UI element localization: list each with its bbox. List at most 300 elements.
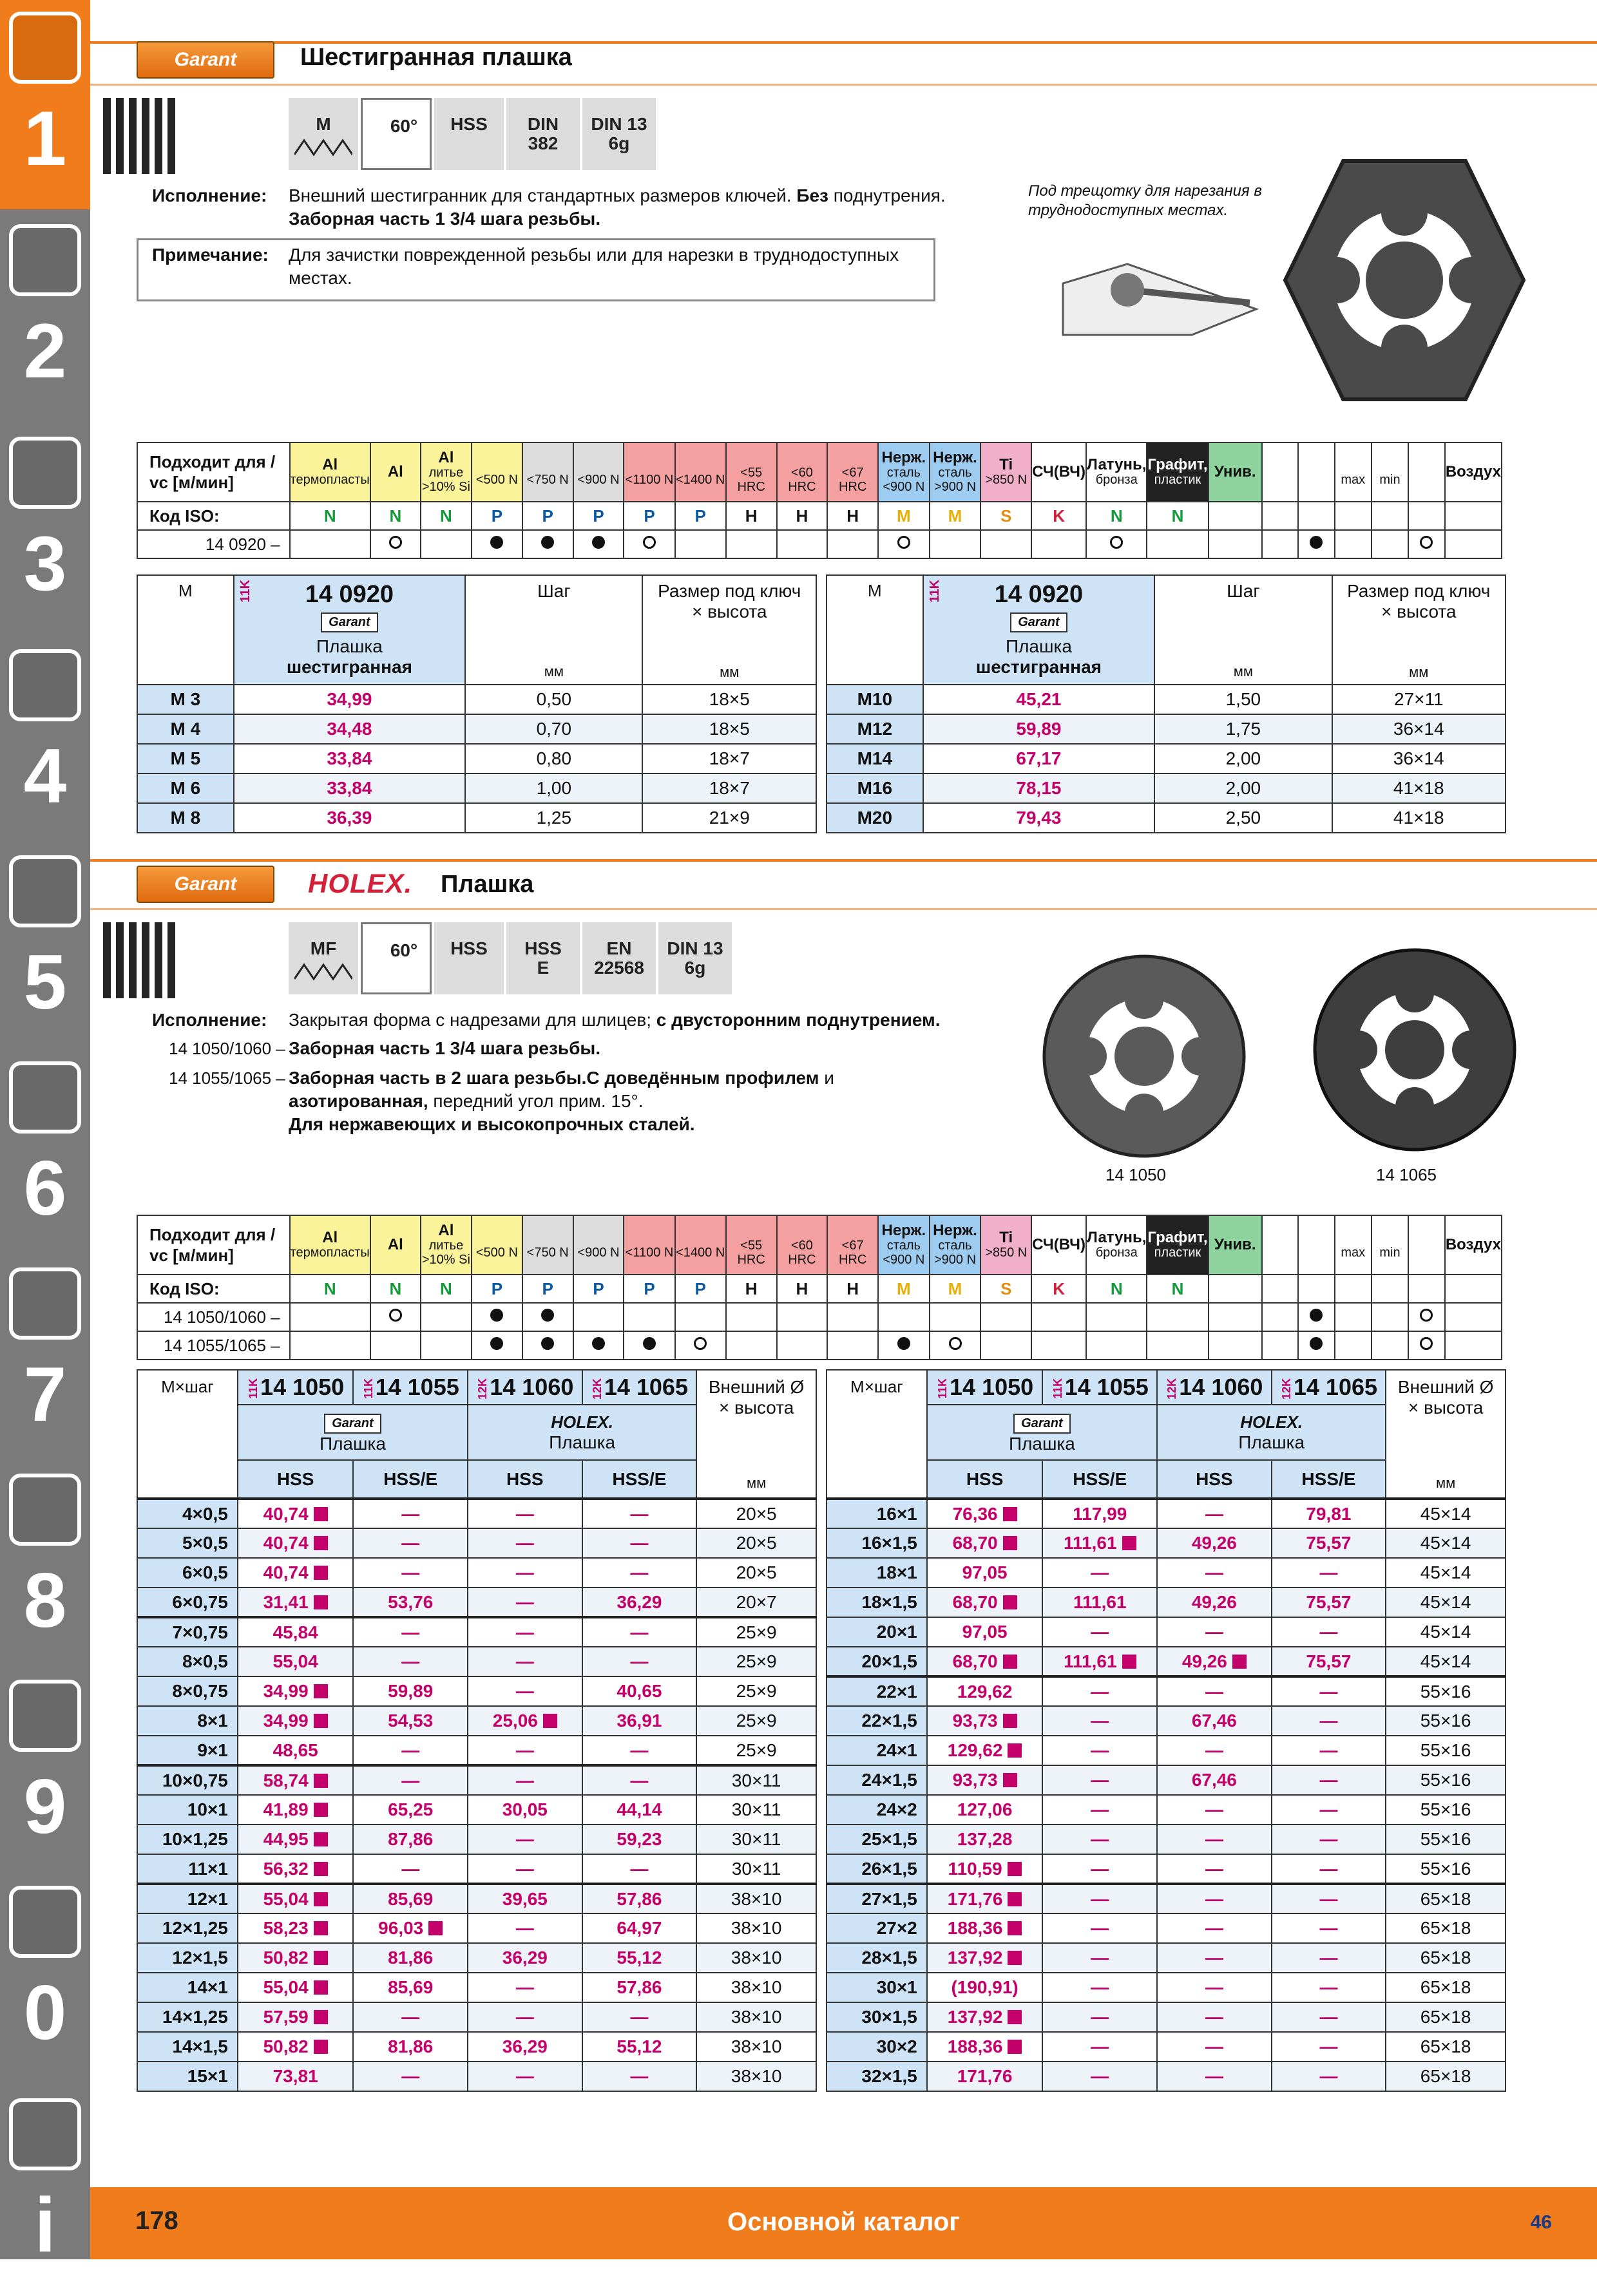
ratchet-illustration <box>1044 238 1276 367</box>
note-text-2: местах. <box>289 268 352 288</box>
qr-code-icon-2[interactable] <box>103 922 179 998</box>
thread-row: 6×0,5 40,74 — — — 20×5 <box>137 1558 816 1588</box>
thread-row: 24×1,5 93,73 — 67,46 — 55×16 <box>827 1765 1506 1795</box>
material-table-2 <box>137 1215 1502 1360</box>
thread-row: 8×0,5 55,04 — — — 25×9 <box>137 1647 816 1676</box>
hsse-col-2: HSS/E <box>582 1460 697 1499</box>
s2-ispolnenie-label: Исполнение: <box>152 1010 267 1030</box>
iso-code: P <box>472 1275 522 1303</box>
suitability-mark <box>827 530 878 558</box>
hex-die-photo <box>1282 155 1527 406</box>
iso-code: N <box>1147 1275 1208 1303</box>
garant-brand-cell: Garant Плашка <box>238 1405 468 1460</box>
col-mxs: M×шаг <box>827 1370 927 1499</box>
iso-code <box>1445 1275 1502 1303</box>
hss-col-2: HSS <box>468 1460 582 1499</box>
chapter-tab-5[interactable] <box>0 844 90 1053</box>
thread-row: 12×1,25 58,23 96,03 — 64,97 38×10 <box>137 1913 816 1943</box>
material-col-17: Унив. <box>1209 442 1262 502</box>
chapter-tab-6[interactable] <box>0 1050 90 1259</box>
section-2-top-line <box>90 859 1597 862</box>
thread-row: 8×1 34,99 54,53 25,06 36,91 25×9 <box>137 1706 816 1736</box>
ispolnenie-label: Исполнение: <box>152 185 267 205</box>
chapter-tab-i[interactable] <box>0 2087 90 2296</box>
s2-l1-text: Заборная часть 1 3/4 шага резьбы. <box>289 1038 601 1058</box>
price-table-2-right <box>826 1369 1506 2092</box>
suitability-mark <box>290 530 370 558</box>
note-label: Примечание: <box>152 245 269 265</box>
suitability-mark <box>370 1331 421 1360</box>
chapter-2-icon <box>9 224 81 296</box>
suitability-mark <box>1262 1303 1298 1331</box>
material-col-12: Нерж. сталь >900 N <box>930 442 981 502</box>
thread-profile-icon <box>294 138 352 157</box>
material-col-3: <500 N <box>472 442 522 502</box>
chapter-4-icon <box>9 649 81 721</box>
iso-code: H <box>777 1275 828 1303</box>
price-row: M20 79,43 2,50 41×18 <box>827 803 1506 833</box>
round-die-photo-1 <box>1041 953 1247 1159</box>
iso-code: N <box>421 502 472 530</box>
suitability-mark <box>1445 1303 1502 1331</box>
chapter-number: 1 <box>23 95 67 182</box>
suitability-mark <box>1209 1303 1262 1331</box>
chapter-tab-1[interactable] <box>0 0 90 209</box>
suitability-mark <box>1262 530 1298 558</box>
suitability-mark <box>370 530 421 558</box>
desc-1: Плашка <box>316 636 383 656</box>
suitability-mark <box>827 1331 878 1360</box>
material-col-2: Al литье >10% Si <box>421 442 472 502</box>
material-col-6: <1100 N <box>624 1215 674 1275</box>
suitability-mark <box>827 1303 878 1331</box>
material-col-0: Al термопласты <box>290 1215 370 1275</box>
price-row: M 6 33,84 1,00 18×7 <box>137 773 816 803</box>
qr-code-icon[interactable] <box>103 98 179 174</box>
price-table-1-left <box>137 574 817 833</box>
iso-code <box>1335 1275 1372 1303</box>
iso-code <box>1372 502 1408 530</box>
s2-ispolnenie-text: Закрытая форма с надрезами для шлицев; с двусторонним поднутрением. <box>289 1010 941 1030</box>
article-number: 14 0920 <box>305 581 394 608</box>
iso-code: H <box>726 502 777 530</box>
chapter-i-icon <box>9 2098 81 2170</box>
thread-row: 10×0,75 58,74 — — — 30×11 <box>137 1765 816 1795</box>
suitability-mark <box>290 1331 370 1360</box>
suitability-mark <box>675 530 726 558</box>
photo-caption-1050: 14 1050 <box>1105 1165 1166 1184</box>
en22568-badge: EN 22568 <box>582 922 656 994</box>
material-col-18 <box>1262 442 1298 502</box>
hss-badge: HSS <box>434 98 504 170</box>
chapter-tab-7[interactable] <box>0 1256 90 1465</box>
thread-row: 24×1 129,62 — — — 55×16 <box>827 1736 1506 1765</box>
chapter-number: 3 <box>23 520 67 607</box>
chapter-tab-8[interactable] <box>0 1462 90 1671</box>
iso-label: Код ISO: <box>137 1275 290 1303</box>
din382-badge: DIN 382 <box>506 98 580 170</box>
photo-caption-1: Под трещотку для нарезания в <box>1028 182 1262 200</box>
iso-code: H <box>827 502 878 530</box>
suitability-mark <box>777 530 828 558</box>
iso-code <box>1408 1275 1445 1303</box>
material-col-23: Воздух <box>1445 1215 1502 1275</box>
article-number: 14 0920 <box>994 581 1084 608</box>
suitability-mark <box>573 1331 624 1360</box>
suitability-mark <box>522 530 573 558</box>
thread-row: 26×1,5 110,59 — — — 55×16 <box>827 1854 1506 1884</box>
suitability-mark <box>930 1303 981 1331</box>
s2-l3-text: азотированная, передний угол прим. 15°. <box>289 1091 644 1111</box>
din13-badge: DIN 13 6g <box>658 922 732 994</box>
material-col-3: <500 N <box>472 1215 522 1275</box>
suitability-mark <box>1408 1303 1445 1331</box>
thread-row: 24×2 127,06 — — — 55×16 <box>827 1795 1506 1825</box>
thread-row: 18×1 97,05 — — — 45×14 <box>827 1558 1506 1588</box>
ispolnenie-text: Внешний шестигранник для стандартных размеров ключей. Без поднутрения. <box>289 185 946 205</box>
material-col-20: max <box>1335 1215 1372 1275</box>
chapter-number: 7 <box>23 1351 67 1437</box>
material-col-20: max <box>1335 442 1372 502</box>
section-1-title: Шестигранная плашка <box>300 44 572 71</box>
iso-code: H <box>827 1275 878 1303</box>
iso-code: N <box>290 502 370 530</box>
hsse-col: HSS/E <box>353 1460 468 1499</box>
holex-brand-cell: HOLEX. Плашка <box>1157 1405 1386 1460</box>
material-col-19 <box>1298 1215 1335 1275</box>
iso-code <box>1262 502 1298 530</box>
mat-row-label: 14 1055/1065 – <box>137 1331 290 1360</box>
chapter-number: 2 <box>23 308 67 394</box>
chapter-9-icon <box>9 1680 81 1752</box>
mat-row-label: 14 0920 – <box>137 530 290 558</box>
col-step: Шаг мм <box>465 575 642 685</box>
article-header <box>234 575 466 685</box>
col-outer: Внешний Ø × высота мм <box>1386 1370 1506 1499</box>
iso-code: M <box>878 1275 930 1303</box>
iso-code: M <box>878 502 930 530</box>
thread-row: 11×1 56,32 — — — 30×11 <box>137 1854 816 1884</box>
suitability-mark <box>1298 530 1335 558</box>
material-col-13: Ti >850 N <box>980 442 1031 502</box>
chapter-tab-9[interactable] <box>0 1668 90 1877</box>
iso-code <box>1298 502 1335 530</box>
iso-code: P <box>624 502 674 530</box>
price-row: M12 59,89 1,75 36×14 <box>827 714 1506 744</box>
suitability-mark <box>1209 1331 1262 1360</box>
thread-row: 30×1,5 137,92 — — — 65×18 <box>827 2002 1506 2032</box>
chapter-number: i <box>34 2182 56 2268</box>
page-number: 178 <box>135 2206 178 2235</box>
material-col-7: <1400 N <box>675 1215 726 1275</box>
angle-60-badge: 60° <box>361 922 432 994</box>
thread-row: 30×1 (190,91) — — — 65×18 <box>827 1973 1506 2002</box>
material-col-21: min <box>1372 442 1408 502</box>
article-1050: 11K14 1050 <box>927 1370 1043 1405</box>
suitability-mark <box>421 530 472 558</box>
s2-l1-code: 14 1050/1060 – <box>169 1039 285 1058</box>
iso-code: P <box>573 1275 624 1303</box>
chapter-number: 8 <box>23 1557 67 1644</box>
article-1065: 12K14 1065 <box>1272 1370 1386 1405</box>
material-table-1 <box>137 442 1502 559</box>
chapter-tab-3[interactable] <box>0 425 90 634</box>
iso-code: P <box>675 1275 726 1303</box>
thread-row: 10×1 41,89 65,25 30,05 44,14 30×11 <box>137 1795 816 1825</box>
thread-row: 16×1 76,36 117,99 — 79,81 45×14 <box>827 1499 1506 1528</box>
garant-logo-2: Garant <box>137 866 274 903</box>
s2-l2-code: 14 1055/1065 – <box>169 1068 285 1088</box>
iso-code: N <box>421 1275 472 1303</box>
thread-row: 28×1,5 137,92 — — — 65×18 <box>827 1943 1506 1973</box>
chapter-0-icon <box>9 1886 81 1958</box>
thread-row: 25×1,5 137,28 — — — 55×16 <box>827 1825 1506 1854</box>
suitability-mark <box>624 1303 674 1331</box>
suitability-mark <box>980 530 1031 558</box>
iso-code: M <box>930 1275 981 1303</box>
s2-l2-text: Заборная часть в 2 шага резьбы.С доведённым профилем и <box>289 1068 834 1088</box>
thread-row: 8×0,75 34,99 59,89 — 40,65 25×9 <box>137 1676 816 1706</box>
suitability-mark <box>1372 1303 1408 1331</box>
suitability-mark <box>421 1331 472 1360</box>
iso-code: P <box>573 502 624 530</box>
section-1-line <box>90 84 1597 86</box>
col-outer: Внешний Ø × высота мм <box>696 1370 816 1499</box>
material-col-13: Ti >850 N <box>980 1215 1031 1275</box>
material-label: Подходит для / vc [м/мин] <box>137 1215 290 1275</box>
chapter-number: 5 <box>23 939 67 1025</box>
iso-code: N <box>370 502 421 530</box>
material-label: Подходит для / vc [м/мин] <box>137 442 290 502</box>
suitability-mark <box>726 1331 777 1360</box>
suitability-mark <box>290 1303 370 1331</box>
suitability-mark <box>980 1331 1031 1360</box>
hsse-col-2: HSS/E <box>1272 1460 1386 1499</box>
suitability-mark <box>624 1331 674 1360</box>
suitability-mark <box>980 1303 1031 1331</box>
hss-col: HSS <box>927 1460 1043 1499</box>
material-col-0: Al термопласты <box>290 442 370 502</box>
article-1050: 11K14 1050 <box>238 1370 354 1405</box>
iso-code: K <box>1031 1275 1086 1303</box>
chapter-tab-2[interactable] <box>0 213 90 422</box>
suitability-mark <box>1335 1331 1372 1360</box>
suitability-mark <box>472 1331 522 1360</box>
chapter-number: 6 <box>23 1145 67 1231</box>
suitability-mark <box>1262 1331 1298 1360</box>
article-1055: 11K14 1055 <box>1042 1370 1157 1405</box>
price-row: M 8 36,39 1,25 21×9 <box>137 803 816 833</box>
thread-row: 4×0,5 40,74 — — — 20×5 <box>137 1499 816 1528</box>
suitability-mark <box>878 1331 930 1360</box>
iso-code: M <box>930 502 981 530</box>
col-m: M <box>137 575 234 685</box>
ispolnenie-text-2: Заборная часть 1 3/4 шага резьбы. <box>289 209 601 229</box>
note-text-1: Для зачистки поврежденной резьбы или для нарезки в труднодоступных <box>289 245 899 265</box>
price-row: M14 67,17 2,00 36×14 <box>827 744 1506 773</box>
iso-code: H <box>726 1275 777 1303</box>
suitability-mark <box>878 530 930 558</box>
thread-row: 6×0,75 31,41 53,76 — 36,29 20×7 <box>137 1588 816 1617</box>
material-col-7: <1400 N <box>675 442 726 502</box>
suitability-mark <box>1147 1303 1208 1331</box>
thread-row: 5×0,5 40,74 — — — 20×5 <box>137 1528 816 1558</box>
iso-code: S <box>980 1275 1031 1303</box>
thread-row: 7×0,75 45,84 — — — 25×9 <box>137 1617 816 1647</box>
material-col-1: Al <box>370 1215 421 1275</box>
iso-label: Код ISO: <box>137 502 290 530</box>
thread-row: 14×1 55,04 85,69 — 57,86 38×10 <box>137 1973 816 2002</box>
suitability-mark <box>1445 1331 1502 1360</box>
suitability-mark <box>1086 1331 1147 1360</box>
suitability-mark <box>726 1303 777 1331</box>
garant-logo: Garant <box>137 41 274 79</box>
chapter-tab-0[interactable] <box>0 1874 90 2083</box>
price-table-2-left <box>137 1369 817 2092</box>
thread-profile-icon <box>294 962 352 982</box>
page-index: 46 <box>1530 2212 1552 2233</box>
iso-code: N <box>1086 1275 1147 1303</box>
material-col-16: Графит, пластик <box>1147 1215 1208 1275</box>
thread-row: 15×1 73,81 — — — 38×10 <box>137 2062 816 2091</box>
material-col-2: Al литье >10% Si <box>421 1215 472 1275</box>
photo-caption-2: труднодоступных местах. <box>1028 202 1229 219</box>
hsse-col: HSS/E <box>1042 1460 1157 1499</box>
article-tag: 11K <box>238 580 253 603</box>
holex-logo: HOLEX. <box>308 868 413 898</box>
material-col-6: <1100 N <box>624 442 674 502</box>
price-row: M 3 34,99 0,50 18×5 <box>137 685 816 714</box>
iso-code <box>1209 1275 1262 1303</box>
chapter-5-icon <box>9 855 81 927</box>
chapter-3-icon <box>9 437 81 509</box>
round-die-photo-2 <box>1312 947 1518 1153</box>
material-col-8: <55 HRC <box>726 442 777 502</box>
garant-brand-cell: Garant Плашка <box>927 1405 1157 1460</box>
suitability-mark <box>522 1303 573 1331</box>
article-1060: 12K14 1060 <box>1157 1370 1272 1405</box>
desc-2: шестигранная <box>975 657 1102 677</box>
material-col-9: <60 HRC <box>777 1215 828 1275</box>
material-col-11: Нерж. сталь <900 N <box>878 1215 930 1275</box>
material-col-10: <67 HRC <box>827 1215 878 1275</box>
suitability-mark <box>1086 530 1147 558</box>
suitability-mark <box>1408 1331 1445 1360</box>
thread-row: 27×1,5 171,76 — — — 65×18 <box>827 1884 1506 1913</box>
iso-code <box>1298 1275 1335 1303</box>
col-key: Размер под ключ × высота мм <box>642 575 816 685</box>
material-col-17: Унив. <box>1209 1215 1262 1275</box>
material-col-21: min <box>1372 1215 1408 1275</box>
thread-m-badge: M <box>289 98 358 170</box>
garant-logo-small: Garant <box>321 612 378 632</box>
article-1060: 12K14 1060 <box>468 1370 582 1405</box>
hsse-badge: HSS E <box>506 922 580 994</box>
suitability-mark <box>1086 1303 1147 1331</box>
iso-code: P <box>675 502 726 530</box>
suitability-mark <box>1335 1303 1372 1331</box>
thread-mf-badge: MF <box>289 922 358 994</box>
material-col-10: <67 HRC <box>827 442 878 502</box>
material-col-9: <60 HRC <box>777 442 828 502</box>
suitability-mark <box>930 1331 981 1360</box>
thread-row: 18×1,5 68,70 111,61 49,26 75,57 45×14 <box>827 1588 1506 1617</box>
thread-row: 9×1 48,65 — — — 25×9 <box>137 1736 816 1765</box>
iso-code: S <box>980 502 1031 530</box>
col-step: Шаг мм <box>1154 575 1332 685</box>
price-row: M 4 34,48 0,70 18×5 <box>137 714 816 744</box>
iso-code: P <box>522 1275 573 1303</box>
thread-row: 22×1,5 93,73 — 67,46 — 55×16 <box>827 1706 1506 1736</box>
thread-row: 20×1 97,05 — — — 45×14 <box>827 1617 1506 1647</box>
chapter-1-icon <box>9 12 81 84</box>
garant-logo-small: Garant <box>1010 612 1067 632</box>
angle-60-badge: 60° <box>361 98 432 170</box>
suitability-mark <box>777 1303 828 1331</box>
iso-code: N <box>1086 502 1147 530</box>
material-col-5: <900 N <box>573 1215 624 1275</box>
material-col-14: СЧ(ВЧ) <box>1031 1215 1086 1275</box>
col-key: Размер под ключ × высота мм <box>1332 575 1506 685</box>
material-col-11: Нерж. сталь <900 N <box>878 442 930 502</box>
suitability-mark <box>878 1303 930 1331</box>
suitability-mark <box>1298 1303 1335 1331</box>
article-tag: 11K <box>927 580 942 603</box>
material-col-4: <750 N <box>522 1215 573 1275</box>
material-col-8: <55 HRC <box>726 1215 777 1275</box>
suitability-mark <box>573 1303 624 1331</box>
material-col-22 <box>1408 442 1445 502</box>
article-1065: 12K14 1065 <box>582 1370 697 1405</box>
iso-code: P <box>522 502 573 530</box>
suitability-mark <box>1335 530 1372 558</box>
thread-row: 14×1,25 57,59 — — — 38×10 <box>137 2002 816 2032</box>
chapter-number: 4 <box>23 733 67 819</box>
page-footer <box>90 2187 1597 2259</box>
suitability-mark <box>1209 530 1262 558</box>
iso-code <box>1209 502 1262 530</box>
thread-row: 20×1,5 68,70 111,61 49,26 75,57 45×14 <box>827 1647 1506 1676</box>
suitability-mark <box>624 530 674 558</box>
price-row: M 5 33,84 0,80 18×7 <box>137 744 816 773</box>
iso-code: P <box>472 502 522 530</box>
suitability-mark <box>1298 1331 1335 1360</box>
thread-row: 12×1 55,04 85,69 39,65 57,86 38×10 <box>137 1884 816 1913</box>
suitability-mark <box>675 1331 726 1360</box>
thread-row: 27×2 188,36 — — — 65×18 <box>827 1913 1506 1943</box>
chapter-8-icon <box>9 1474 81 1546</box>
iso-code <box>1372 1275 1408 1303</box>
hss-col-2: HSS <box>1157 1460 1272 1499</box>
suitability-mark <box>930 530 981 558</box>
mat-row-label: 14 1050/1060 – <box>137 1303 290 1331</box>
chapter-tab-4[interactable] <box>0 638 90 847</box>
din13-badge: DIN 13 6g <box>582 98 656 170</box>
col-m: M <box>827 575 923 685</box>
iso-code: N <box>290 1275 370 1303</box>
suitability-mark <box>777 1331 828 1360</box>
material-col-19 <box>1298 442 1335 502</box>
suitability-mark <box>675 1303 726 1331</box>
suitability-mark <box>421 1303 472 1331</box>
thread-row: 16×1,5 68,70 111,61 49,26 75,57 45×14 <box>827 1528 1506 1558</box>
price-table-1-right <box>826 574 1506 833</box>
price-row: M16 78,15 2,00 41×18 <box>827 773 1506 803</box>
material-col-15: Латунь, бронза <box>1086 1215 1147 1275</box>
suitability-mark <box>726 530 777 558</box>
iso-code: K <box>1031 502 1086 530</box>
suitability-mark <box>1031 1331 1086 1360</box>
